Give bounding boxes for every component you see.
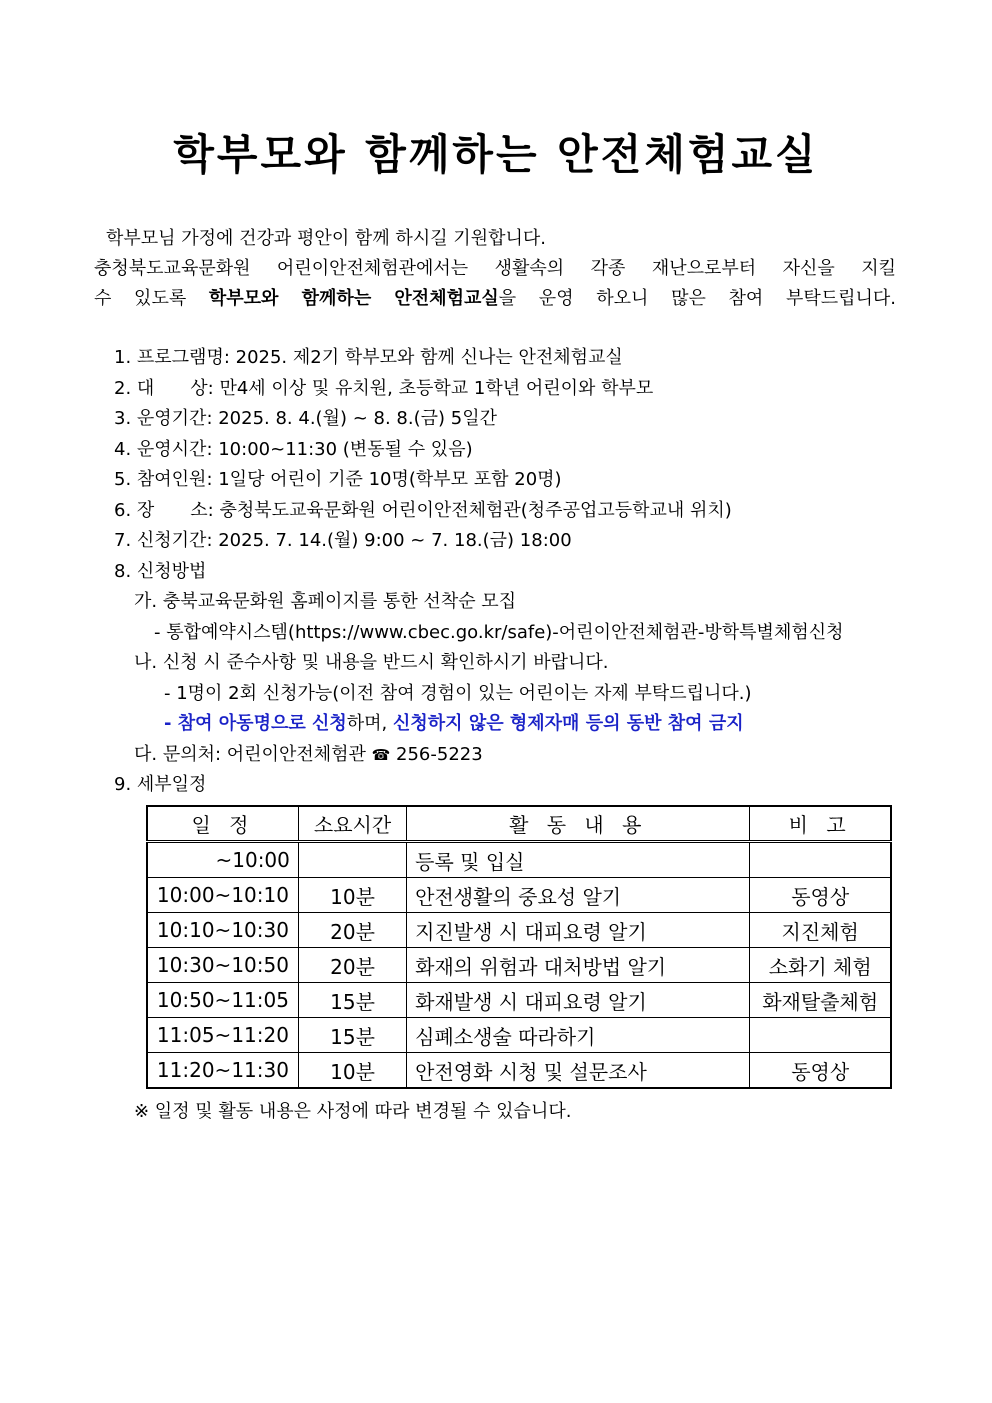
program-details-list bbox=[114, 343, 904, 801]
intro-paragraph bbox=[94, 224, 896, 314]
cell-remarks bbox=[750, 842, 891, 878]
schedule-table bbox=[146, 805, 892, 1089]
item-target: 2. 대 상: 만4세 이상 및 유치원, 초등학교 1학년 어린이와 학부모 bbox=[114, 377, 654, 399]
item-method-b: 나. 신청 시 준수사항 및 내용을 반드시 확인하시기 바랍니다. bbox=[134, 652, 609, 673]
header-remarks: 비 고 bbox=[750, 806, 891, 842]
intro-line-3-pre: 수 있도록 bbox=[94, 288, 209, 309]
cell-activity: 안전영화 시청 및 설문조사 bbox=[407, 1053, 750, 1089]
item-method-b-2 bbox=[114, 709, 904, 740]
contact-label: 다. 문의처: 어린이안전체험관 bbox=[134, 743, 372, 765]
cell-time: 10:00~10:10 bbox=[147, 878, 298, 913]
item-hours: 4. 운영시간: 10:00~11:30 (변동될 수 있음) bbox=[114, 438, 473, 460]
cell-duration: 10분 bbox=[298, 878, 406, 913]
item-capacity: 5. 참여인원: 1일당 어린이 기준 10명(학부모 포함 20명) bbox=[114, 469, 562, 490]
table-row bbox=[147, 878, 891, 913]
schedule-header-row bbox=[147, 806, 891, 842]
item-contact bbox=[114, 740, 904, 771]
cell-time: 11:05~11:20 bbox=[147, 1018, 298, 1053]
cell-activity: 화재의 위험과 대처방법 알기 bbox=[407, 948, 750, 983]
cell-activity: 심폐소생술 따라하기 bbox=[407, 1018, 750, 1053]
cell-time: 10:50~11:05 bbox=[147, 983, 298, 1018]
header-time: 일 정 bbox=[147, 806, 298, 842]
intro-line-2: 충청북도교육문화원 어린이안전체험관에서는 생활속의 각종 재난으로부터 자신을 지킬 bbox=[94, 258, 896, 279]
cell-remarks: 화재탈출체험 bbox=[750, 983, 891, 1018]
table-row bbox=[147, 842, 891, 878]
table-row bbox=[147, 983, 891, 1018]
intro-line-3-bold: 학부모와 함께하는 안전체험교실 bbox=[208, 288, 499, 309]
item-method-b-1: - 1명이 2회 신청가능(이전 참여 경험이 있는 어린이는 자제 부탁드립니다.) bbox=[164, 682, 752, 704]
cell-time: ~10:00 bbox=[147, 842, 298, 878]
cell-duration: 20분 bbox=[298, 948, 406, 983]
item-method-a-url: - 통합예약시스템(https://www.cbec.go.kr/safe)-어린이안전체험관-방학특별체험신청 bbox=[154, 621, 844, 643]
table-row bbox=[147, 913, 891, 948]
table-row bbox=[147, 1053, 891, 1089]
item-program-name: 1. 프로그램명: 2025. 제2기 학부모와 함께 신나는 안전체험교실 bbox=[114, 347, 623, 368]
contact-phone: 256-5223 bbox=[390, 743, 483, 765]
item-location: 6. 장 소: 충청북도교육문화원 어린이안전체험관(청주공업고등학교내 위치) bbox=[114, 499, 732, 521]
cell-remarks: 동영상 bbox=[750, 1053, 891, 1089]
schedule-note: ※ 일정 및 활동 내용은 사정에 따라 변경될 수 있습니다. bbox=[134, 1101, 572, 1122]
dash: - bbox=[164, 713, 178, 734]
item-application-period: 7. 신청기간: 2025. 7. 14.(월) 9:00 ~ 7. 18.(금) 18:00 bbox=[114, 530, 572, 551]
cell-duration: 20분 bbox=[298, 913, 406, 948]
cell-duration bbox=[298, 842, 406, 878]
item-application-method: 8. 신청방법 bbox=[114, 560, 207, 582]
cell-duration: 10분 bbox=[298, 1053, 406, 1089]
cell-remarks: 지진체험 bbox=[750, 913, 891, 948]
cell-time: 10:30~10:50 bbox=[147, 948, 298, 983]
header-activity: 활 동 내 용 bbox=[407, 806, 750, 842]
intro-line-3-post: 을 운영 하오니 많은 참여 부탁드립니다. bbox=[498, 288, 896, 309]
cell-duration: 15분 bbox=[298, 1018, 406, 1053]
item-method-a: 가. 충북교육문화원 홈페이지를 통한 선착순 모집 bbox=[134, 591, 517, 612]
cell-activity: 등록 및 입실 bbox=[407, 842, 750, 878]
cell-activity: 화재발생 시 대피요령 알기 bbox=[407, 983, 750, 1018]
intro-line-3 bbox=[94, 284, 896, 314]
cell-remarks: 소화기 체험 bbox=[750, 948, 891, 983]
cell-activity: 안전생활의 중요성 알기 bbox=[407, 878, 750, 913]
header-duration: 소요시간 bbox=[298, 806, 406, 842]
emphasis-sibling-ban: 신청하지 않은 형제자매 등의 동반 참여 금지 bbox=[393, 713, 744, 734]
table-row bbox=[147, 948, 891, 983]
cell-duration: 15분 bbox=[298, 983, 406, 1018]
table-row bbox=[147, 1018, 891, 1053]
cell-time: 10:10~10:30 bbox=[147, 913, 298, 948]
cell-remarks bbox=[750, 1018, 891, 1053]
emphasis-apply-by-child-name: 참여 아동명으로 신청 bbox=[177, 713, 347, 734]
item-period: 3. 운영기간: 2025. 8. 4.(월) ~ 8. 8.(금) 5일간 bbox=[114, 408, 497, 429]
intro-line-1: 학부모님 가정에 건강과 평안이 함께 하시길 기원합니다. bbox=[106, 228, 546, 249]
phone-icon: ☎ bbox=[371, 745, 391, 764]
connector-text: 하며, bbox=[346, 713, 394, 734]
document-title: 학부모와 함께하는 안전체험교실 bbox=[173, 130, 819, 179]
cell-remarks: 동영상 bbox=[750, 878, 891, 913]
item-detailed-schedule: 9. 세부일정 bbox=[114, 774, 207, 795]
cell-activity: 지진발생 시 대피요령 알기 bbox=[407, 913, 750, 948]
cell-time: 11:20~11:30 bbox=[147, 1053, 298, 1089]
